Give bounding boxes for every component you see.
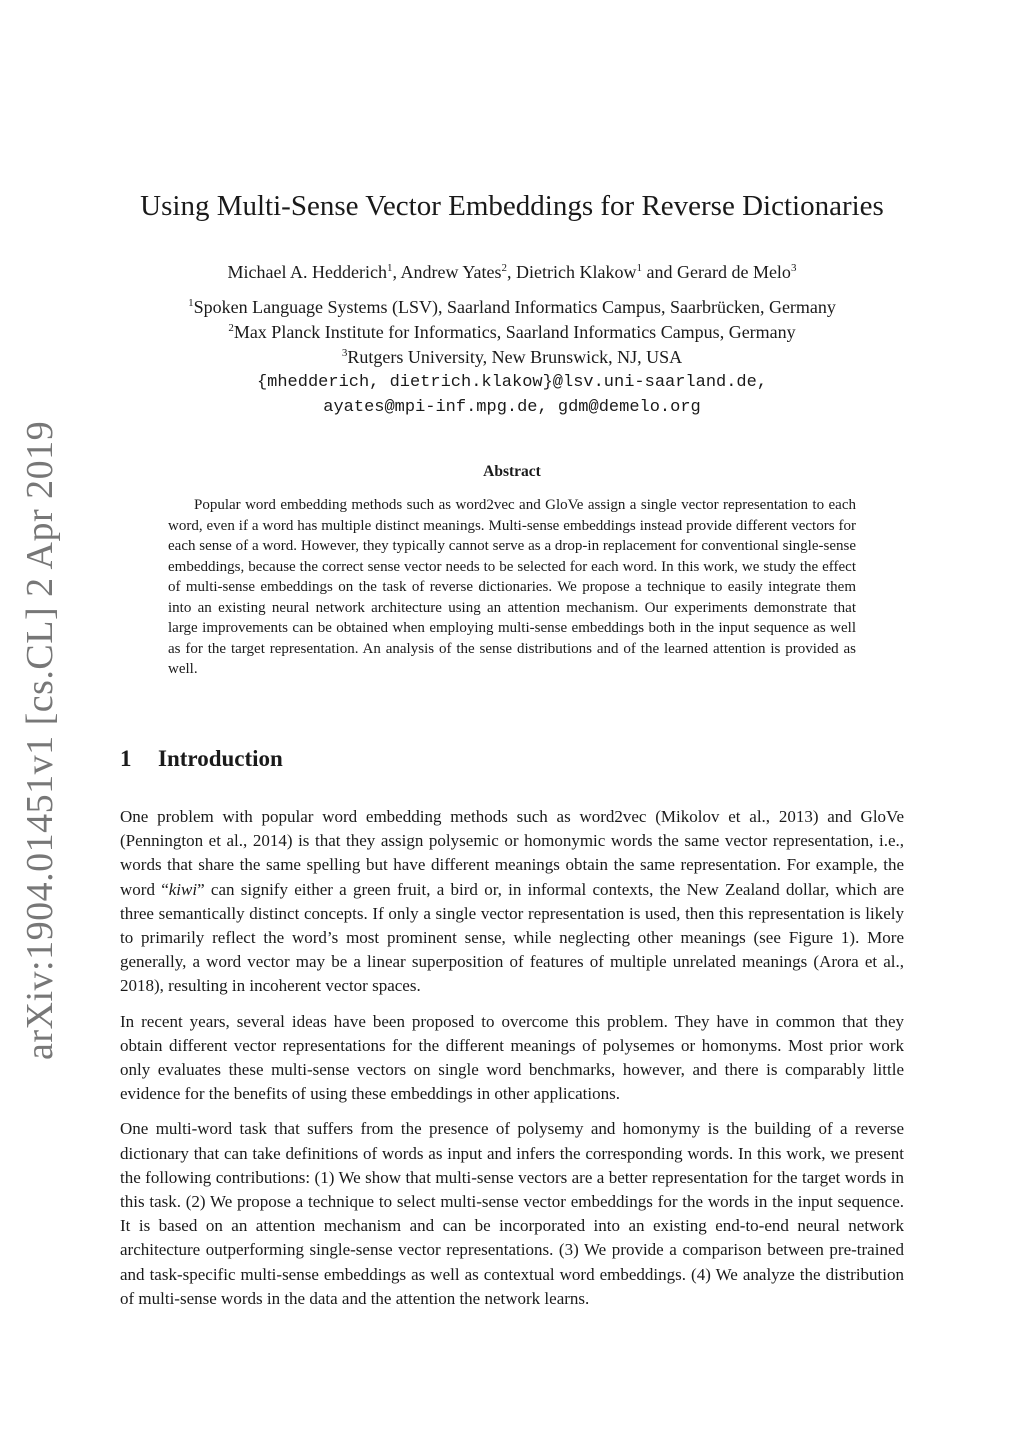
- author-affiliation-mark: 3: [790, 262, 797, 274]
- author-affiliation-mark: 2: [501, 262, 508, 274]
- affiliation-line: $^3$Rutgers University, New Brunswick, NJ, USA: [341, 347, 683, 367]
- author-list: Michael A. Hedderich$^1$, Andrew Yates$^2$, Dietrich Klakow$^1$ and Gerard de Melo$^3$: [227, 262, 797, 282]
- section-number: 1: [120, 746, 132, 771]
- author-name: Andrew Yates: [400, 262, 502, 282]
- body-text: [120, 805, 904, 1322]
- author-affiliation-mark: 1: [636, 262, 642, 274]
- body-paragraph: One multi-word task that suffers from the presence of polysemy and homonymy is the building of a reverse dictionary that can take definitions of words as input and infers the corresponding words. In this work, we present the following contributions: (1) We show that multi-sense vectors are a better representation for the target words in this task. (2) We propose a technique to select multi-sense vector embeddings for the words in the input sequence. It is based on an attention mechanism and can be incorporated into an existing end-to-end neural network architecture outperforming single-sense vector representations. (3) We provide a comparison between pre-trained and task-specific multi-sense embeddings as well as contextual word embeddings. (4) We analyze the distribution of multi-sense words in the data and the attention the network learns.: [120, 1119, 904, 1308]
- author-name: Dietrich Klakow: [516, 262, 637, 282]
- paper-title: Using Multi-Sense Vector Embeddings for Reverse Dictionaries: [140, 190, 884, 222]
- affiliation-line: $^1$Spoken Language Systems (LSV), Saarland Informatics Campus, Saarbrücken, Germany: [188, 297, 836, 317]
- email-line: ayates@mpi-inf.mpg.de, gdm@demelo.org: [323, 398, 701, 417]
- body-paragraph: In recent years, several ideas have been proposed to overcome this problem. They have in common that they obtain different vector representations for the different meanings of polysemes or homonyms. Most prior work only evaluates these multi-sense vectors on single word benchmarks, however, and there is comparably little evidence for the benefits of using these embeddings in other applications.: [120, 1011, 904, 1104]
- author-name: Michael A. Hedderich: [227, 262, 387, 282]
- abstract-paragraph: Popular word embedding methods such as word2vec and GloVe assign a single vector representation to each word, even if a word has multiple distinct meanings. Multi-sense embeddings instead provide different vectors for each sense of a word. However, they typically cannot serve as a drop-in replacement for conventional single-sense embeddings, because the correct sense vector needs to be selected for each word. In this work, we study the effect of multi-sense embeddings on the task of reverse dictionaries. We propose a technique to easily integrate them into an existing neural network architecture using an attention mechanism. Our experiments demonstrate that large improvements can be obtained when employing multi-sense embeddings both in the input sequence as well as for the target representation. An analysis of the sense distributions and of the learned attention is provided as well.: [168, 497, 856, 677]
- author-name: Gerard de Melo: [676, 262, 791, 282]
- section-heading: [120, 746, 283, 772]
- affiliation-line: $^2$Max Planck Institute for Informatics, Saarland Informatics Campus, Germany: [228, 322, 796, 342]
- section-title: Introduction: [158, 746, 283, 771]
- abstract-text: [168, 495, 856, 680]
- body-paragraph: One problem with popular word embedding methods such as word2vec (Mikolov et al., 2013) and GloVe (Pennington et al., 2014) is that they assign polysemic or homonymic words the same vector representation, i.e., words that share the same spelling but have different meanings obtain the same representation. For example, the word “kiwi” can signify either a green fruit, a bird or, in informal contexts, the New Zealand dollar, which are three semantically distinct concepts. If only a single vector representation is used, then this representation is likely to primarily reflect the word’s most prominent sense, while neglecting other meanings (see Figure 1). More generally, a word vector may be a linear superposition of features of multiple unrelated meanings (Arora et al., 2018), resulting in incoherent vector spaces.: [120, 807, 905, 996]
- abstract-heading: Abstract: [483, 463, 541, 480]
- email-line: {mhedderich, dietrich.klakow}@lsv.uni-saarland.de,: [256, 373, 768, 392]
- emphasized-term: kiwi: [168, 879, 198, 899]
- author-affiliation-mark: 1: [387, 262, 393, 274]
- affiliations-block: [120, 295, 904, 420]
- arxiv-identifier: arXiv:1904.01451v1 [cs.CL] 2 Apr 2019: [19, 420, 61, 1060]
